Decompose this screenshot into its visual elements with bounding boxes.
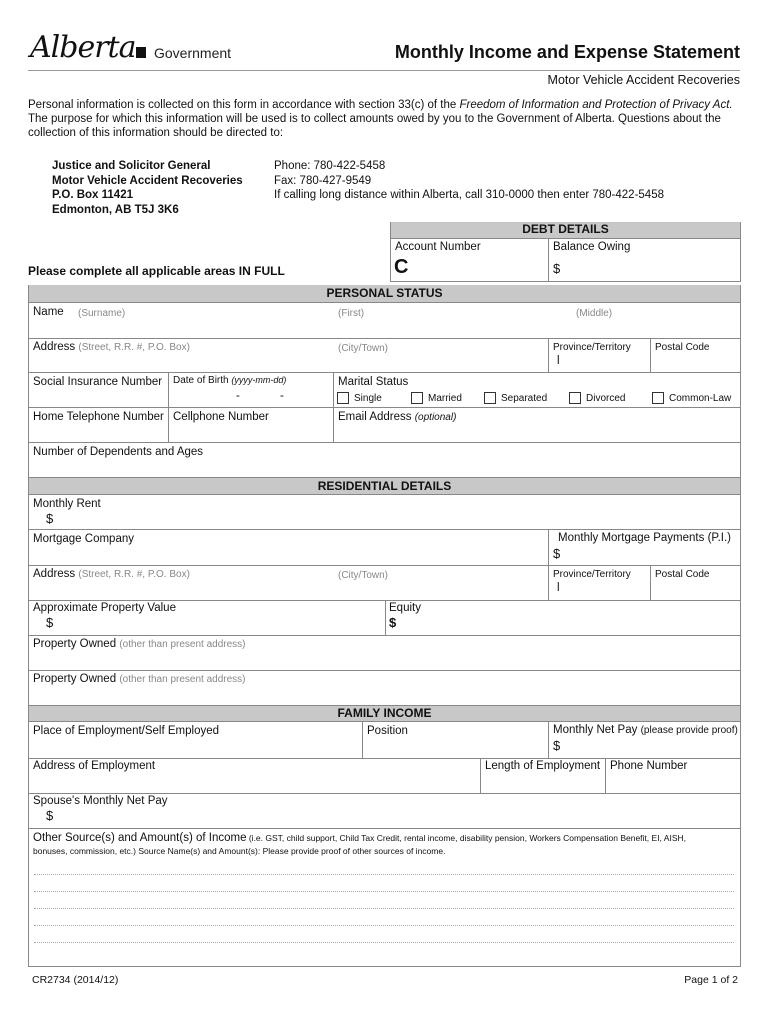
- privacy-act-name: Freedom of Information and Protection of Privacy Act.: [459, 99, 733, 111]
- contact-phone: Phone: 780-422-5458: [274, 160, 386, 172]
- common-law-checkbox[interactable]: [652, 392, 664, 404]
- balance-owing-label: Balance Owing: [553, 241, 631, 253]
- page-title: Monthly Income and Expense Statement: [394, 42, 740, 62]
- residential-details-heading: RESIDENTIAL DETAILS: [29, 477, 740, 495]
- city-hint[interactable]: (City/Town): [338, 570, 389, 581]
- other-income-line[interactable]: [34, 908, 734, 909]
- other-income-line[interactable]: [34, 925, 734, 926]
- other-income-line[interactable]: [34, 942, 734, 943]
- address-line: Edmonton, AB T5J 3K6: [52, 203, 179, 216]
- spouse-pay-field[interactable]: $: [46, 808, 54, 823]
- spouse-pay-label: Spouse's Monthly Net Pay: [33, 795, 168, 807]
- account-number-label: Account Number: [395, 241, 481, 253]
- employment-label: Place of Employment/Self Employed: [33, 725, 220, 737]
- other-income-text: Other Source(s) and Amount(s) of Income: [33, 832, 247, 844]
- other-income-hint: bonuses, commission, etc.) Source Name(s) and Amount(s): Please provide proof of other sources of income.: [33, 846, 446, 856]
- contact-fax: Fax: 780-427-9549: [274, 174, 372, 187]
- personal-status-heading: PERSONAL STATUS: [29, 285, 740, 303]
- cellphone-label: Cellphone Number: [173, 411, 269, 423]
- account-number-field[interactable]: C: [394, 256, 409, 278]
- other-income-line[interactable]: [34, 891, 734, 892]
- net-pay-label: [553, 724, 738, 736]
- dob-label: [173, 375, 286, 386]
- privacy-notice-rest: The purpose for which this information will be used is to collect amounts owed by you to the Government of Alberta. Questions about the collection of this information should be directed to:: [28, 113, 721, 139]
- email-hint: (optional): [414, 412, 457, 423]
- divorced-checkbox[interactable]: [569, 392, 581, 404]
- alberta-logo: Alberta: [30, 30, 136, 65]
- contact-long-distance: If calling long distance within Alberta, call 310-0000 then enter 780-422-5458: [274, 189, 664, 201]
- property-owned-text: Property Owned: [33, 638, 117, 650]
- phone-number-label: Phone Number: [610, 760, 688, 772]
- privacy-notice-text: Personal information is collected on this form in accordance with section 33(c) of the: [28, 99, 460, 111]
- net-pay-text: Monthly Net Pay: [553, 724, 638, 736]
- postal-code-label: Postal Code: [655, 342, 710, 353]
- email-label: [338, 411, 456, 423]
- property-owned-hint[interactable]: (other than present address): [119, 674, 246, 685]
- government-label: Government: [154, 45, 232, 61]
- dependents-label: Number of Dependents and Ages: [33, 446, 204, 458]
- address-line: Justice and Solicitor General: [52, 160, 211, 172]
- debt-details-heading: DEBT DETAILS: [391, 222, 740, 239]
- address-line: P.O. Box 11421: [52, 189, 133, 201]
- marital-status-label: Marital Status: [338, 376, 409, 388]
- dob-dash: -: [236, 390, 240, 402]
- property-owned-label: [33, 638, 246, 650]
- alberta-logo-mark-icon: [136, 47, 146, 58]
- header-divider: [28, 70, 740, 71]
- net-pay-hint: (please provide proof): [640, 725, 738, 736]
- province-field[interactable]: l: [557, 355, 560, 367]
- mortgage-company-label: Mortgage Company: [33, 533, 134, 545]
- province-label: Province/Territory: [553, 569, 631, 580]
- single-checkbox[interactable]: [337, 392, 349, 404]
- complete-instruction: Please complete all applicable areas IN FULL: [28, 264, 285, 278]
- property-owned-text: Property Owned: [33, 673, 117, 685]
- dob-hint: (yyyy-mm-dd): [231, 375, 287, 385]
- contact-info: [274, 159, 664, 203]
- married-label: Married: [428, 393, 462, 404]
- other-income-line[interactable]: [34, 874, 734, 875]
- surname-hint[interactable]: (Surname): [78, 308, 126, 319]
- monthly-rent-label: Monthly Rent: [33, 498, 101, 510]
- property-value-label: Approximate Property Value: [33, 602, 176, 614]
- divorced-label: Divorced: [586, 393, 626, 404]
- property-value-field[interactable]: $: [46, 615, 54, 630]
- net-pay-field[interactable]: $: [553, 738, 561, 753]
- monthly-rent-field[interactable]: $: [46, 511, 54, 526]
- mortgage-payments-label: Monthly Mortgage Payments (P.I.): [558, 532, 731, 544]
- other-income-hint: (i.e. GST, child support, Child Tax Credit, rental income, disability pension, Workers Compensation Benefit, EI, AISH,: [246, 833, 687, 843]
- privacy-notice: [28, 98, 740, 140]
- address-label: [33, 341, 190, 353]
- equity-field[interactable]: $: [389, 615, 397, 630]
- common-law-label: Common-Law: [669, 393, 732, 404]
- page-number: Page 1 of 2: [684, 974, 738, 986]
- form-number: CR2734 (2014/12): [32, 974, 119, 986]
- street-hint[interactable]: (Street, R.R. #, P.O. Box): [78, 342, 190, 353]
- family-income-heading: FAMILY INCOME: [29, 705, 740, 722]
- address-line: Motor Vehicle Accident Recoveries: [52, 174, 243, 187]
- sin-label: Social Insurance Number: [33, 376, 163, 388]
- property-owned-hint[interactable]: (other than present address): [119, 639, 246, 650]
- home-phone-label: Home Telephone Number: [33, 411, 164, 423]
- employment-length-label: Length of Employment: [485, 760, 601, 772]
- dob-text: Date of Birth: [173, 375, 229, 386]
- separated-label: Separated: [501, 393, 548, 404]
- address-text: Address: [33, 568, 76, 580]
- name-label: Name: [33, 306, 64, 318]
- address-text: Address: [33, 341, 76, 353]
- page-subtitle: Motor Vehicle Accident Recoveries: [547, 73, 740, 87]
- property-owned-label: [33, 673, 246, 685]
- province-field[interactable]: l: [557, 582, 560, 594]
- city-hint[interactable]: (City/Town): [338, 343, 389, 354]
- first-name-hint[interactable]: (First): [338, 308, 365, 319]
- residential-address-label: [33, 568, 190, 580]
- province-label: Province/Territory: [553, 342, 631, 353]
- position-label: Position: [367, 725, 408, 737]
- mailing-address: [52, 159, 243, 217]
- dob-dash: -: [280, 390, 284, 402]
- married-checkbox[interactable]: [411, 392, 423, 404]
- other-income-label: [33, 832, 738, 858]
- middle-name-hint[interactable]: (Middle): [576, 308, 613, 319]
- mortgage-payments-field[interactable]: $: [553, 546, 561, 561]
- postal-code-label: Postal Code: [655, 569, 710, 580]
- employment-address-label: Address of Employment: [33, 760, 156, 772]
- single-label: Single: [354, 393, 382, 404]
- balance-owing-field[interactable]: $: [553, 261, 561, 276]
- separated-checkbox[interactable]: [484, 392, 496, 404]
- equity-label: Equity: [389, 602, 421, 614]
- email-text: Email Address: [338, 411, 412, 423]
- street-hint[interactable]: (Street, R.R. #, P.O. Box): [78, 569, 190, 580]
